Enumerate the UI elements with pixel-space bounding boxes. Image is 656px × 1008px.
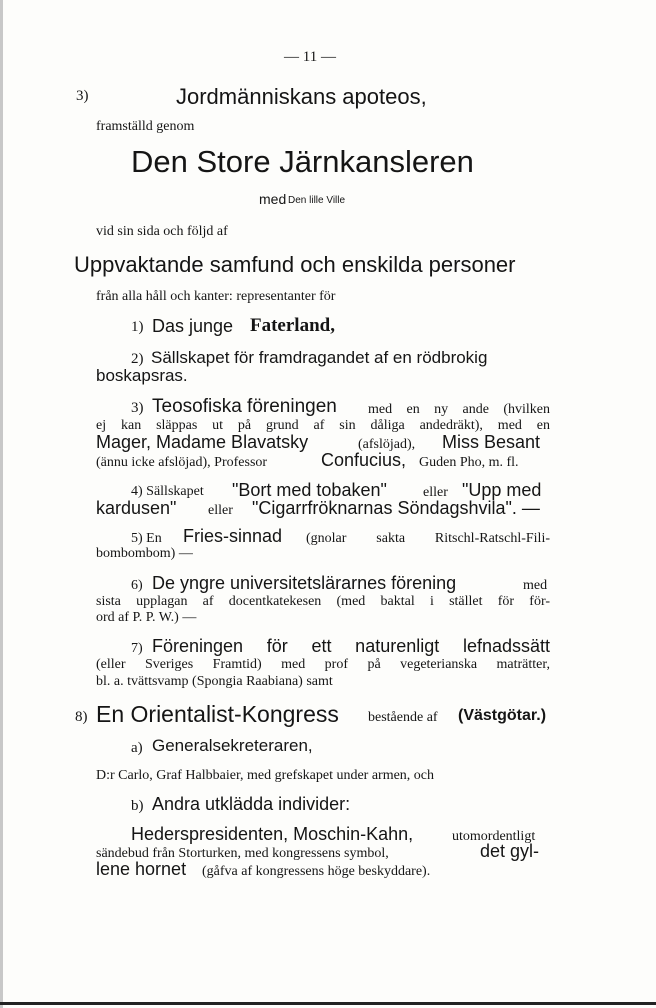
item-4-line-2-b: eller — [208, 503, 233, 518]
section-8a-text: D:r Carlo, Graf Halbbaier, med grefskapet under armen, och — [96, 768, 435, 783]
with-label: med — [259, 191, 287, 207]
side-line: vid sin sida och följd af — [96, 224, 228, 239]
item-3-line-3-c: Miss Besant — [442, 432, 541, 452]
section-8b-number: b) — [131, 798, 144, 814]
section-8b-label: Andra utklädda individer: — [152, 794, 351, 814]
section-8a-number: a) — [131, 740, 143, 756]
item-5-line-1-a: 5) En — [131, 531, 162, 546]
section-8b-line-1-b: utomordentligt — [452, 829, 536, 844]
item-3-line-1-rest: med en ny ande (hvilken — [368, 402, 550, 417]
item-6-number: 6) — [131, 578, 143, 593]
item-2-line-2: boskapsras. — [96, 366, 188, 385]
item-3-number: 3) — [131, 400, 144, 416]
item-2-number: 2) — [131, 351, 144, 367]
section-8b-line-3-b: (gåfva af kongressens höge beskyddare). — [202, 864, 431, 879]
section-title-8: En Orientalist-Kongress — [96, 701, 339, 727]
item-5-line-2: bombombom) — — [96, 546, 193, 561]
from-line: från alla håll och kanter: representanter för — [96, 289, 336, 304]
section-8b-line-1-a: Hederspresidenten, Moschin-Kahn, — [131, 824, 414, 844]
item-4-line-1-a: 4) Sällskapet — [131, 484, 204, 499]
item-1-name: Das junge — [152, 316, 234, 336]
item-6-line-3: ord af P. P. W.) — — [96, 610, 197, 625]
section-8b-line-2-a: sändebud från Storturken, med kongressens symbol, — [96, 846, 389, 861]
item-2-line-1: Sällskapet för framdragandet af en rödbrokig — [151, 348, 488, 367]
item-7-number: 7) — [131, 641, 143, 656]
item-4-line-1-b: "Bort med tobaken" — [232, 480, 387, 500]
item-3-line-3-a: Mager, Madame Blavatsky — [96, 432, 309, 452]
section-number-3: 3) — [76, 88, 89, 104]
section-title-3: Jordmänniskans apoteos, — [176, 84, 427, 109]
item-6-line-1-c: med — [523, 578, 548, 593]
item-4-line-1-d: "Upp med — [462, 480, 542, 500]
by-line: framställd genom — [96, 119, 195, 134]
item-7-line-2: (eller Sveriges Framtid) med prof på vegeterianska maträtter, — [96, 657, 550, 672]
item-1-bold: Faterland, — [250, 315, 335, 336]
section-8-paren: (Västgötar.) — [458, 707, 547, 724]
main-title: Den Store Järnkansleren — [131, 144, 474, 179]
scan-edge-bottom — [0, 1002, 656, 1005]
item-7-line-3: bl. a. tvättsvamp (Spongia Raabiana) samt — [96, 674, 333, 689]
section-heading: Uppvaktande samfund och enskilda personer — [74, 252, 516, 277]
scan-edge-left — [0, 0, 3, 1008]
section-8b-line-3-a: lene hornet — [96, 859, 187, 879]
item-6-line-2: sista upplagan af docentkatekesen (med baktal i stället för för- — [96, 594, 550, 609]
item-4-line-2-c: "Cigarrfröknarnas Söndagshvila". — — [252, 498, 540, 518]
item-6-line-1-b: De yngre universitetslärarnes förening — [152, 573, 457, 593]
page-number: — 11 — — [284, 49, 336, 65]
section-8a-label: Generalsekreteraren, — [152, 736, 313, 755]
item-3-line-2: ej kan släppas ut på grund af sin dåliga andedräkt), med en — [96, 418, 550, 433]
item-3-line-4-b: Confucius, — [321, 450, 407, 470]
item-5-line-1-b: Fries-sinnad — [183, 526, 283, 546]
with-name: Den lille Ville — [288, 195, 346, 206]
section-8-rest: bestående af — [368, 710, 438, 725]
item-3-name: Teosofiska föreningen — [152, 396, 337, 417]
item-1-number: 1) — [131, 319, 144, 335]
item-3-line-4-a: (ännu icke afslöjad), Professor — [96, 455, 268, 470]
item-7-line-1-b: Föreningen för ett naturenligt lefnadssätt — [152, 636, 550, 656]
section-number-8: 8) — [75, 709, 88, 725]
item-3-line-3-b: (afslöjad), — [358, 437, 416, 452]
item-3-line-4-c: Guden Pho, m. fl. — [419, 455, 519, 470]
section-8b-line-2-b: det gyl- — [480, 841, 540, 861]
item-4-line-1-c: eller — [423, 485, 448, 500]
item-4-line-2-a: kardusen" — [96, 498, 177, 518]
item-5-line-1-c: (gnolar sakta Ritschl-Ratschl-Fili- — [306, 531, 550, 546]
